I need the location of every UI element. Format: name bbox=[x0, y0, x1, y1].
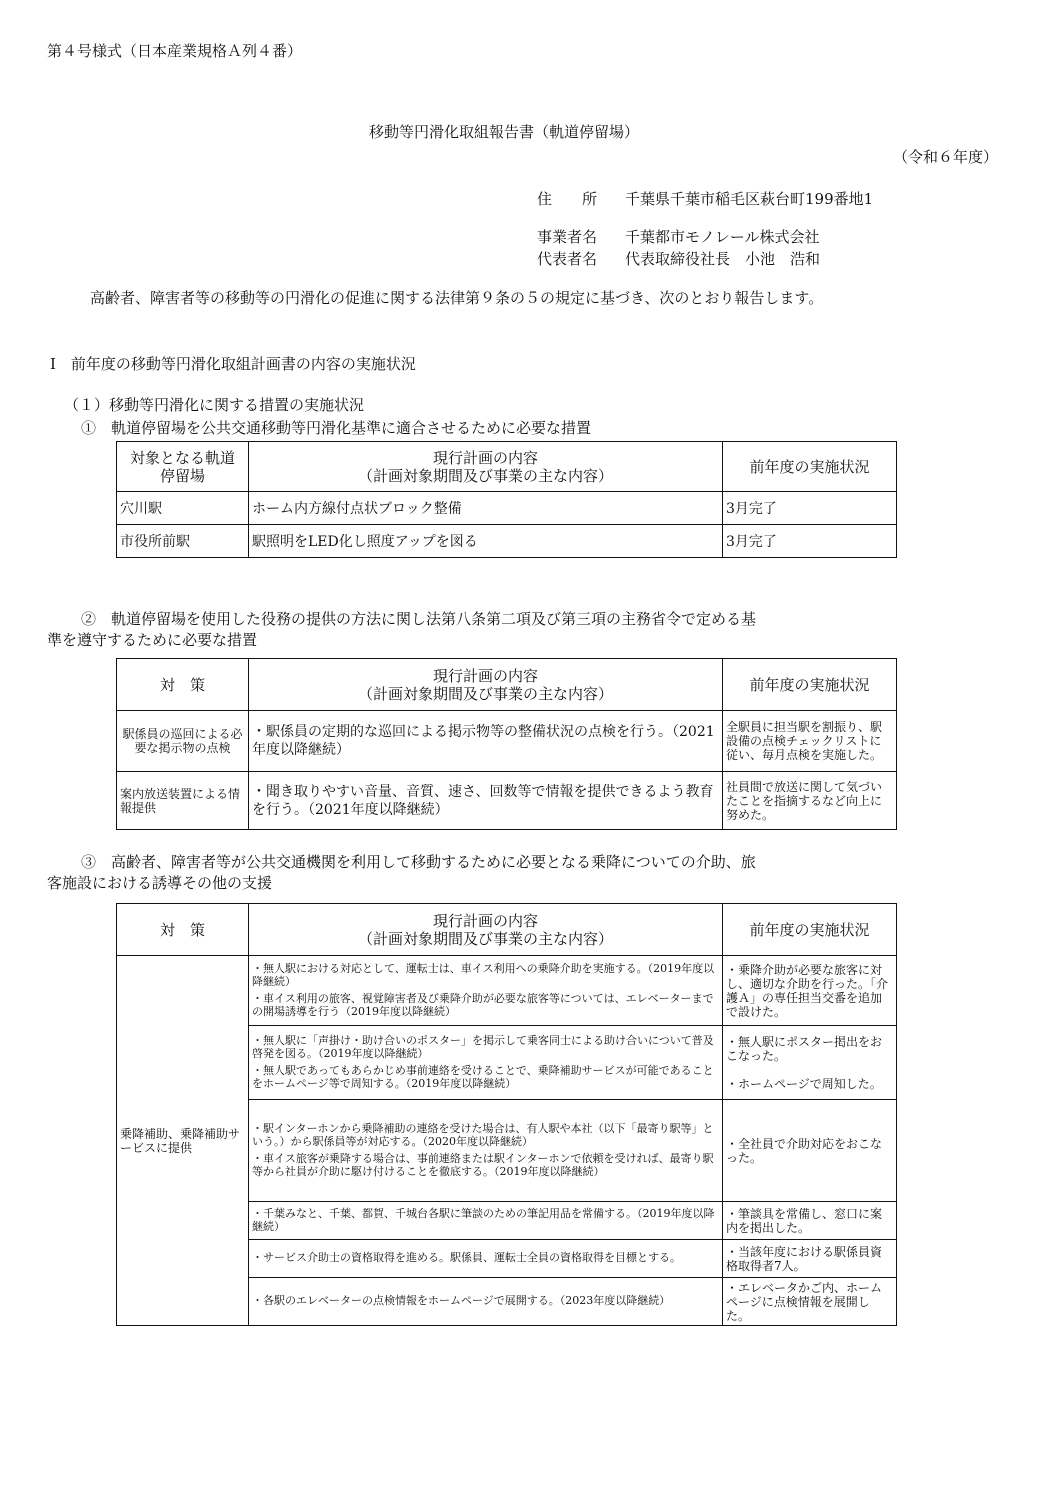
plan-content: ・各駅のエレベーターの点検情報をホームページで展開する。（2023年度以降継続） bbox=[249, 1278, 723, 1326]
status: 3月完了 bbox=[723, 525, 897, 558]
table-2-header-status: 前年度の実施状況 bbox=[723, 659, 897, 711]
status: 3月完了 bbox=[723, 492, 897, 525]
table-3-header-status: 前年度の実施状況 bbox=[723, 904, 897, 956]
status bbox=[723, 1026, 897, 1100]
table-1-header-target: 対象となる軌道停留場 bbox=[117, 442, 249, 492]
table-3-header-measure: 対 策 bbox=[117, 904, 249, 956]
representative-value: 代表取締役社長 小池 浩和 bbox=[625, 250, 821, 268]
status: ・筆談具を常備し、窓口に案内を掲出した。 bbox=[723, 1202, 897, 1240]
form-label: 第４号様式（日本産業規格Ａ列４番） bbox=[47, 42, 303, 60]
table-row bbox=[117, 711, 897, 772]
plan-item: ・無人駅における対応として、運転士は、車イス利用への乗降介助を実施する。（2019年度以降継続） bbox=[252, 962, 715, 988]
plan-item: ・無人駅に「声掛け・助け合いのポスター」を掲示して乗客同士による助け合いについて普及啓発を図る。（2019年度以降継続） bbox=[252, 1034, 714, 1060]
station-name: 穴川駅 bbox=[117, 492, 249, 525]
item-heading-2-line-1: ② 軌道停留場を使用した役務の提供の方法に関し法第八条第二項及び第三項の主務省令で定める基 bbox=[81, 610, 757, 628]
status: ・全社員で介助対応をおこなった。 bbox=[723, 1100, 897, 1202]
plan-content: 駅照明をLED化し照度アップを図る bbox=[249, 525, 723, 558]
table-2-header-measure: 対 策 bbox=[117, 659, 249, 711]
representative-label: 代表者名 bbox=[537, 250, 598, 268]
fiscal-year: （令和６年度） bbox=[893, 148, 999, 166]
status: 社員間で放送に関して気づいたことを指摘するなど向上に努めた。 bbox=[723, 772, 897, 830]
plan-item: ・無人駅であってもあらかじめ事前連絡を受けることで、乗降補助サービスが可能であることをホームページ等で周知する。（2019年度以降継続） bbox=[252, 1064, 714, 1090]
table-3-header-plan: 現行計画の内容 （計画対象期間及び事業の主な内容） bbox=[249, 904, 723, 956]
company-value: 千葉都市モノレール株式会社 bbox=[625, 228, 820, 246]
plan-content: ・駅係員の定期的な巡回による掲示物等の整備状況の点検を行う。（2021年度以降継続） bbox=[249, 711, 723, 772]
measure-name: 案内放送装置による情報提供 bbox=[117, 772, 249, 830]
plan-item: ・車イス旅客が乗降する場合は、事前連絡または駅インターホンで依頼を受ければ、最寄り駅等から社員が介助に駆け付けることを徹底する。（2019年度以降継続） bbox=[252, 1152, 714, 1178]
table-2-header-plan: 現行計画の内容 （計画対象期間及び事業の主な内容） bbox=[249, 659, 723, 711]
table-1 bbox=[116, 441, 897, 558]
table-row bbox=[117, 772, 897, 830]
status-item: ・ホームページで周知した。 bbox=[726, 1076, 882, 1091]
table-1-header-status: 前年度の実施状況 bbox=[723, 442, 897, 492]
status-item: ・無人駅にポスター掲出をおこなった。 bbox=[726, 1034, 883, 1063]
plan-content: ・千葉みなと、千葉、都賀、千城台各駅に筆談のための筆記用品を常備する。（2019年度以降継続） bbox=[249, 1202, 723, 1240]
table-3 bbox=[116, 903, 897, 1326]
item-heading-1: ① 軌道停留場を公共交通移動等円滑化基準に適合させるために必要な措置 bbox=[81, 419, 592, 437]
plan-item: ・車イス利用の旅客、視覚障害者及び乗降介助が必要な旅客等については、エレベーターまでの開場誘導を行う（2019年度以降継続） bbox=[252, 992, 714, 1018]
plan-content bbox=[249, 1100, 723, 1202]
item-heading-2-line-2: 準を遵守するために必要な措置 bbox=[47, 631, 258, 649]
status: ・乗降介助が必要な旅客に対し、適切な介助を行った。「介護Ａ」の専任担当交番を追加で設けた。 bbox=[723, 956, 897, 1026]
page-title: 移動等円滑化取組報告書（軌道停留場） bbox=[369, 123, 640, 141]
station-name: 市役所前駅 bbox=[117, 525, 249, 558]
table-row bbox=[117, 492, 897, 525]
table-2 bbox=[116, 658, 897, 830]
address-value: 千葉県千葉市稲毛区萩台町199番地1 bbox=[625, 190, 874, 208]
intro-text: 高齢者、障害者等の移動等の円滑化の促進に関する法律第９条の５の規定に基づき、次のとおり報告します。 bbox=[90, 289, 824, 307]
plan-content: ホーム内方線付点状ブロック整備 bbox=[249, 492, 723, 525]
status: ・当該年度における駅係員資格取得者7人。 bbox=[723, 1240, 897, 1278]
plan-content bbox=[249, 956, 723, 1026]
address-label: 住 所 bbox=[537, 190, 598, 208]
plan-content: ・サービス介助士の資格取得を進める。駅係員、運転士全員の資格取得を目標とする。 bbox=[249, 1240, 723, 1278]
status: ・エレベータかご内、ホームページに点検情報を展開した。 bbox=[723, 1278, 897, 1326]
subsection-heading-1: （１）移動等円滑化に関する措置の実施状況 bbox=[64, 396, 365, 414]
status: 全駅員に担当駅を割振り、駅設備の点検チェックリストに従い、毎月点検を実施した。 bbox=[723, 711, 897, 772]
plan-content: ・聞き取りやすい音量、音質、速さ、回数等で情報を提供できるよう教育を行う。（2021年度以降継続） bbox=[249, 772, 723, 830]
plan-content bbox=[249, 1026, 723, 1100]
company-label: 事業者名 bbox=[537, 228, 598, 246]
measure-name: 乗降補助、乗降補助サービスに提供 bbox=[117, 956, 249, 1326]
plan-item: ・駅インターホンから乗降補助の連絡を受けた場合は、有人駅や本社（以下「最寄り駅等」という。）から駅係員等が対応する。（2020年度以降継続） bbox=[252, 1122, 714, 1148]
table-row bbox=[117, 956, 897, 1026]
measure-name: 駅係員の巡回による必要な掲示物の点検 bbox=[117, 711, 249, 772]
table-row bbox=[117, 525, 897, 558]
item-heading-3-line-1: ③ 高齢者、障害者等が公共交通機関を利用して移動するために必要となる乗降についての介助、旅 bbox=[81, 853, 756, 871]
table-1-header-plan: 現行計画の内容 （計画対象期間及び事業の主な内容） bbox=[249, 442, 723, 492]
item-heading-3-line-2: 客施設における誘導その他の支援 bbox=[47, 874, 273, 892]
section-heading-1: Ⅰ 前年度の移動等円滑化取組計画書の内容の実施状況 bbox=[50, 355, 416, 373]
